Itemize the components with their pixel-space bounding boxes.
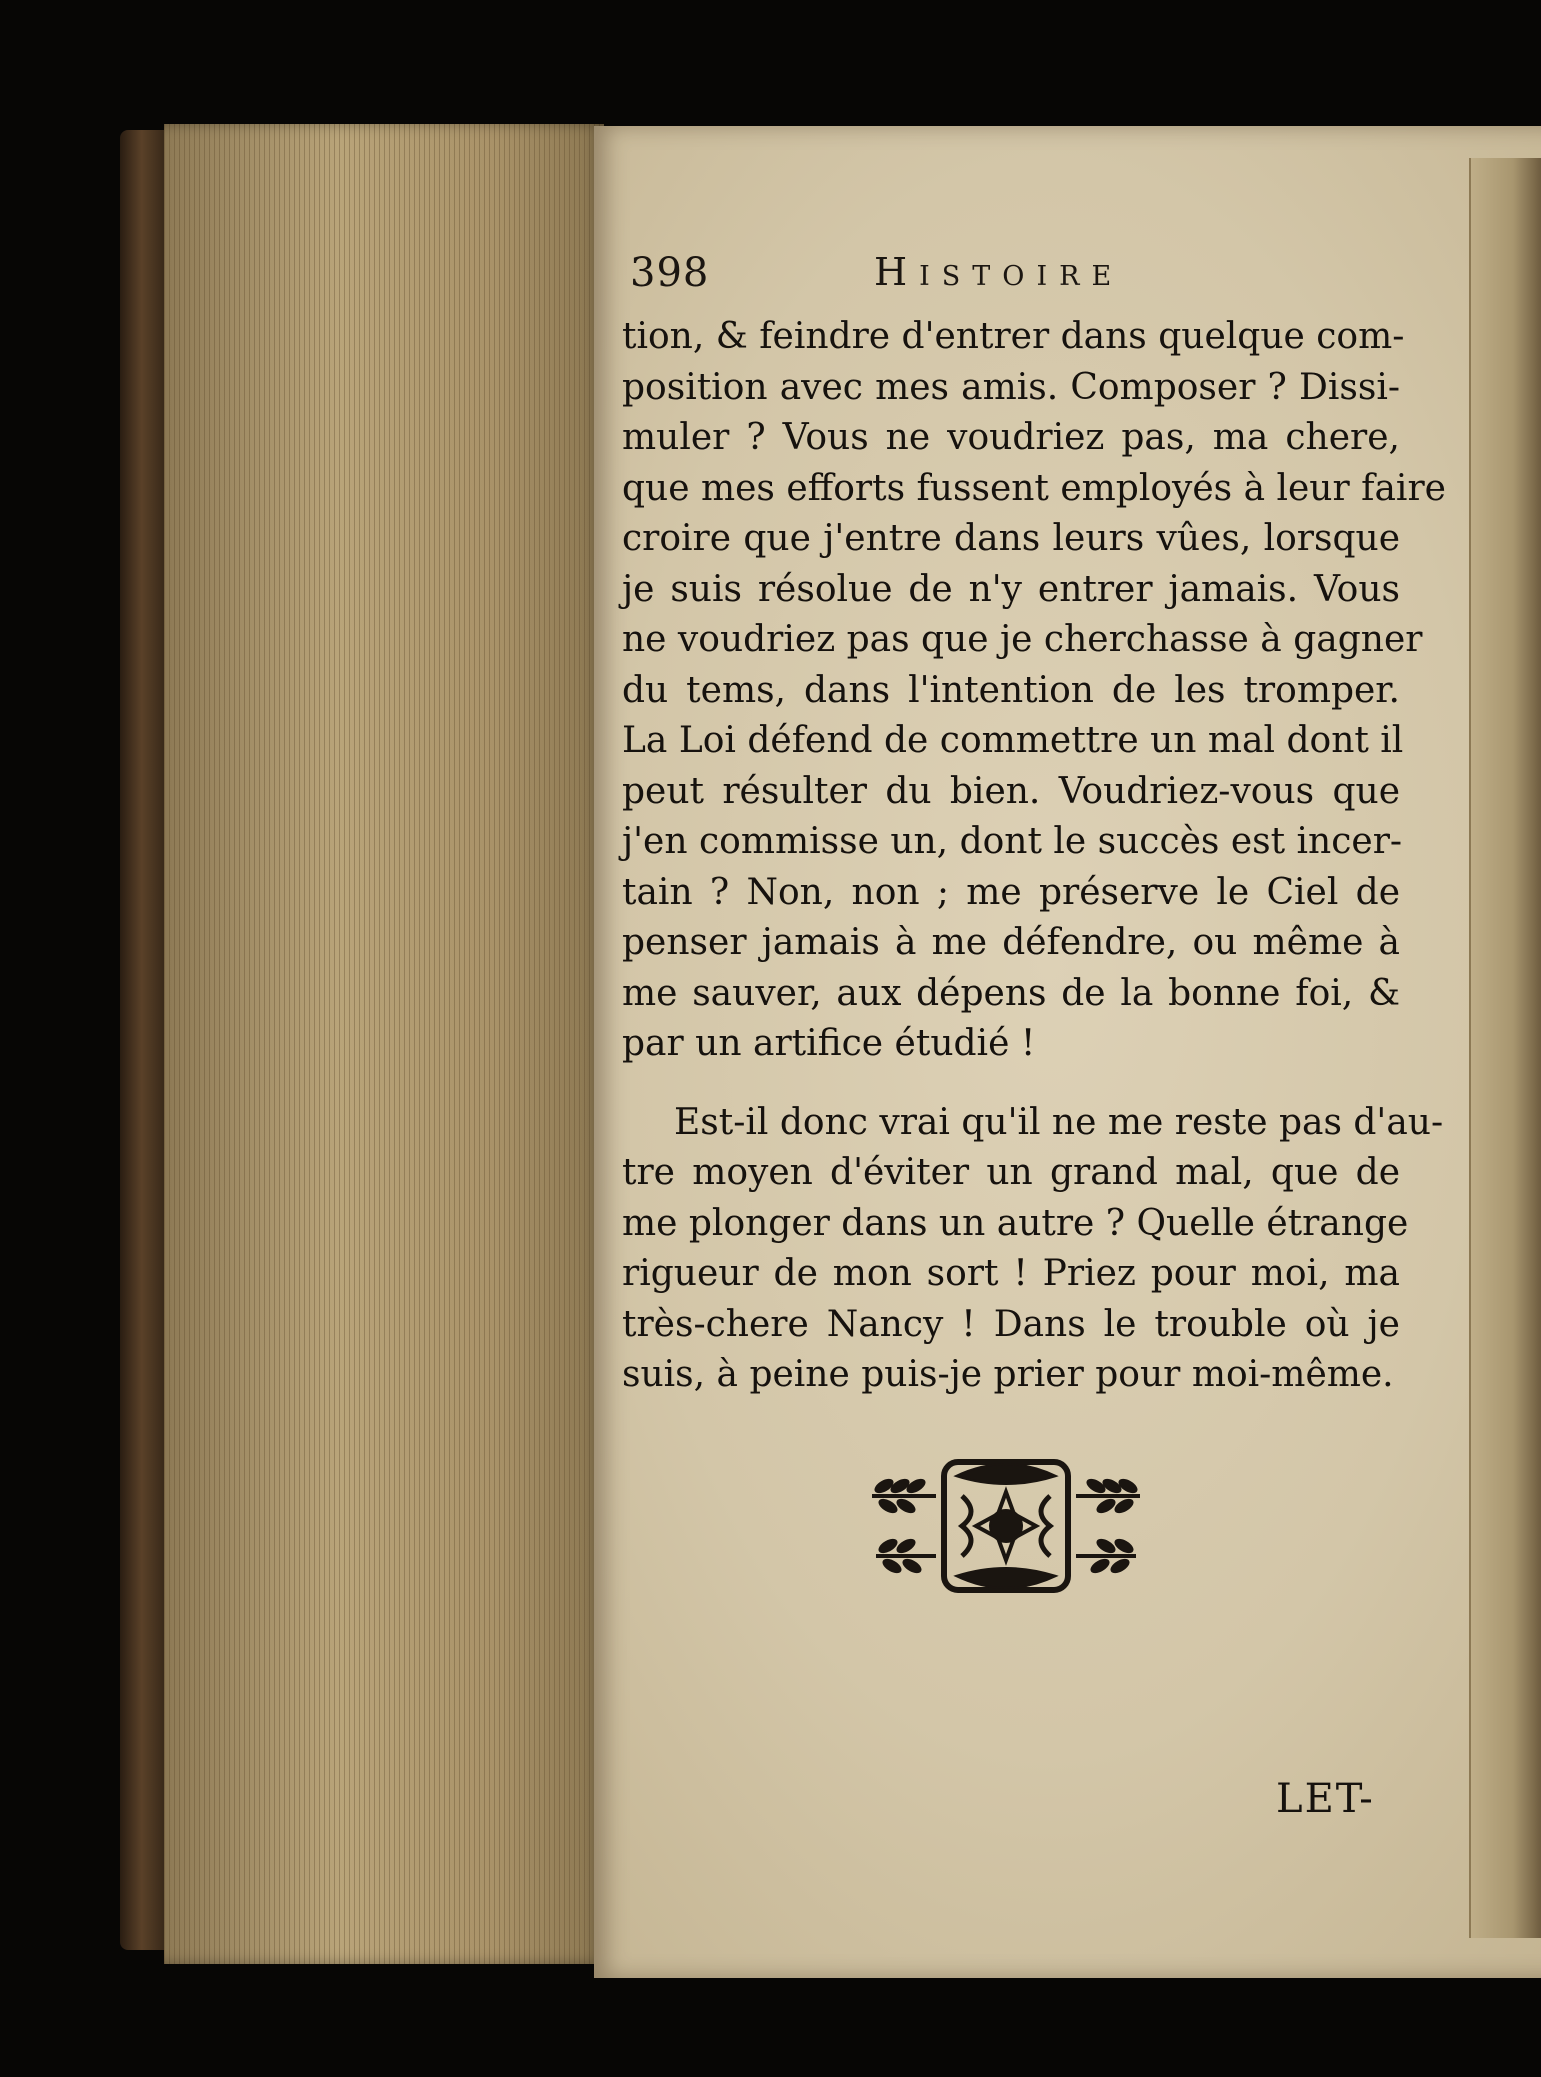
text-line: La Loi défend de commettre un mal dont il [622, 720, 1404, 761]
printers-ornament [866, 1456, 1146, 1596]
text-line: peut résulter du bien. Voudriez-vous que [622, 770, 1400, 812]
paragraph-1 [622, 312, 1446, 1070]
text-line: très-chere Nancy ! Dans le trouble où je [622, 1303, 1400, 1345]
text-line: me plonger dans un autre ? Quelle étrange [622, 1202, 1409, 1244]
text-line: muler ? Vous ne voudriez pas, ma chere, [622, 417, 1400, 458]
text-line: position avec mes amis. Composer ? Dissi- [622, 366, 1400, 408]
text-line: par un artifice étudié ! [622, 1023, 1036, 1064]
facing-page-edge [1469, 158, 1541, 1938]
text-block [622, 312, 1446, 1401]
text-line: que mes efforts fussent employés à leur faire [622, 467, 1446, 509]
catchword: LET- [1276, 1776, 1375, 1822]
text-line: tain ? Non, non ; me préserve le Ciel de [622, 871, 1400, 913]
text-line: me sauver, aux dépens de la bonne foi, & [622, 972, 1400, 1014]
text-line: ne voudriez pas que je cherchasse à gagner [622, 619, 1423, 660]
page-number: 398 [630, 250, 710, 296]
text-line: du tems, dans l'intention de les tromper. [622, 669, 1400, 711]
text-line: tre moyen d'éviter un grand mal, que de [622, 1152, 1400, 1193]
text-line: Est-il donc vrai qu'il ne me reste pas d'au- [674, 1101, 1444, 1143]
paragraph-2 [622, 1098, 1444, 1401]
text-line: croire que j'entre dans leurs vûes, lorsque [622, 518, 1400, 559]
page-header [630, 250, 1410, 310]
text-line: rigueur de mon sort ! Priez pour moi, ma [622, 1253, 1400, 1294]
paragraph-spacer [622, 1070, 1400, 1098]
page-block-edge [164, 124, 604, 1964]
running-head: Histoire [874, 250, 1124, 294]
text-line: penser jamais à me défendre, ou même à [622, 922, 1400, 963]
text-line: suis, à peine puis-je prier pour moi-même. [622, 1354, 1394, 1395]
text-line: j'en commisse un, dont le succès est incer- [622, 821, 1403, 862]
text-line: je suis résolue de n'y entrer jamais. Vous [622, 568, 1400, 610]
text-line: tion, & feindre d'entrer dans quelque com- [622, 316, 1405, 357]
